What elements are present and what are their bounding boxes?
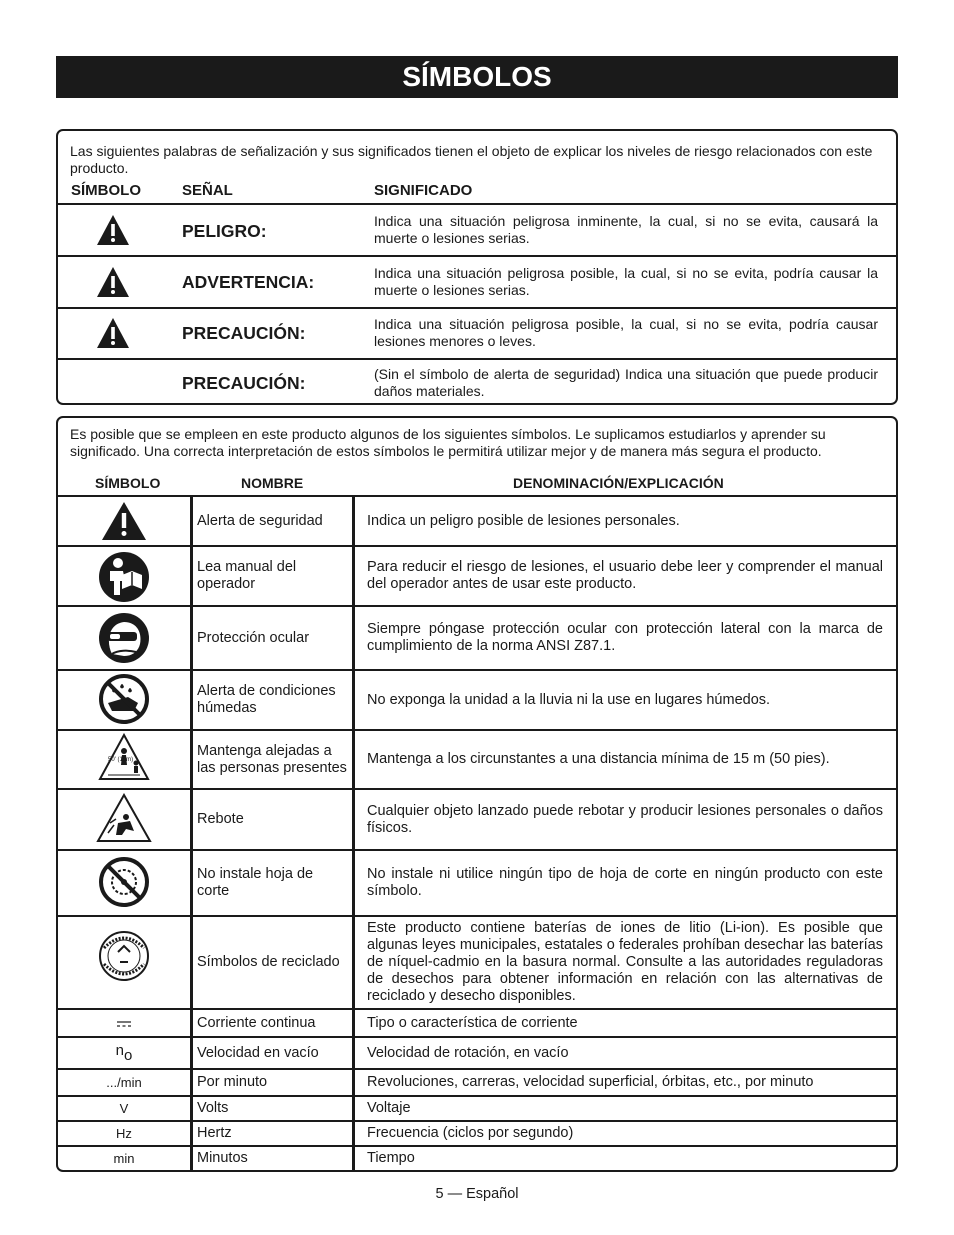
hertz-symbol: Hz [116,1126,132,1141]
symbols-table [56,416,898,1172]
symbol-name: No instale hoja de corte [197,866,314,899]
symbol-explanation: Velocidad de rotación, en vacío [367,1044,569,1061]
symbol-name: Mantenga alejadas a las personas presentes [197,742,347,776]
symbol-name: Volts [197,1100,229,1116]
recycle-seal-icon [98,930,150,982]
no-blade-icon [98,856,150,908]
symbol-name: Lea manual del operador [197,559,297,592]
symbol-name: Alerta de seguridad [197,512,323,529]
signal-meaning: Indica una situación peligrosa inminente, la cual, si no se evita, causará la muerte o lesiones serias. [374,213,878,246]
header-symbol: SÍMBOLO [95,475,161,491]
signal-meaning: Indica una situación peligrosa posible, la cual, si no se evita, podría causar lesiones menores o leves. [374,316,878,349]
header-signal: SEÑAL [182,182,233,199]
header-explanation: DENOMINACIÓN/EXPLICACIÓN [513,475,724,491]
header-symbol: SÍMBOLO [71,182,141,199]
signal-words-table [56,129,898,405]
symbol-name: Alerta de condiciones húmedas [197,683,336,716]
warning-triangle-icon [96,317,130,349]
signal-row [58,203,896,255]
signal-word: PELIGRO: [182,221,267,241]
signal-meaning: (Sin el símbolo de alerta de seguridad) Indica una situación que puede producir daños materiales. [374,366,878,399]
symbol-name: Velocidad en vacío [197,1044,319,1061]
signal-word: PRECAUCIÓN: [182,373,306,393]
per-minute-symbol: .../min [106,1075,142,1090]
minutes-symbol: min [113,1151,135,1166]
symbol-explanation: Tiempo [367,1150,415,1166]
symbols-intro: Es posible que se empleen en este producto algunos de los siguientes símbolos. Le suplicamos estudiarlos y aprender su significado. Una correcta interpretación de estos símbolos le permitirá utilizar mejor y de manera más segura el producto. [70,426,826,459]
symbol-name: Por minuto [197,1074,268,1090]
signal-intro: Las siguientes palabras de señalización y sus significados tienen el objeto de explicar los niveles de riesgo relacionados con este producto. [70,143,873,176]
safety-alert-icon [101,501,147,541]
direct-current-icon [116,1020,132,1028]
symbol-explanation: No instale ni utilice ningún tipo de hoja de corte en ningún producto con este símbolo. [367,866,883,899]
symbol-name: Protección ocular [197,629,310,646]
symbol-explanation: Este producto contiene baterías de iones de litio (Li-ion). Es posible que algunas leyes municipales, estatales o federales prohíban desechar las baterías de níquel-cadmio en la basura normal. Consulte a las autoridades reguladoras de desechos para obtener información en relación con las alternativas de reciclado y desecho disponibles. [367,920,883,1004]
symbol-explanation: Mantenga a los circunstantes a una distancia mínima de 15 m (50 pies). [367,751,830,767]
symbol-explanation: Cualquier objeto lanzado puede rebotar y producir lesiones personales o daños físicos. [367,802,883,836]
signal-meaning: Indica una situación peligrosa posible, la cual, si no se evita, podría causar la muerte o lesiones serias. [374,265,878,298]
symbol-explanation: Para reducir el riesgo de lesiones, el usuario debe leer y comprender el manual del operador antes de usar este producto. [367,559,883,592]
signal-word: PRECAUCIÓN: [182,323,306,343]
symbol-explanation: Revoluciones, carreras, velocidad superficial, órbitas, etc., por minuto [367,1074,814,1090]
wet-conditions-icon [98,673,150,725]
ricochet-icon [96,793,152,843]
eye-protection-icon [98,612,150,664]
symbol-explanation: Frecuencia (ciclos por segundo) [367,1125,574,1141]
no-load-speed-symbol: n o [115,1041,133,1064]
volts-symbol: V [119,1101,129,1116]
symbol-name: Corriente continua [197,1014,316,1031]
symbol-explanation: No exponga la unidad a la lluvia ni la use en lugares húmedos. [367,691,771,708]
warning-triangle-icon [96,266,130,298]
symbol-explanation: Voltaje [367,1100,411,1116]
symbol-explanation: Tipo o característica de corriente [367,1014,578,1031]
symbol-explanation: Indica un peligro posible de lesiones personales. [367,512,680,529]
signal-row [58,255,896,307]
symbol-name: Minutos [197,1150,248,1166]
symbol-name: Rebote [197,811,244,827]
warning-triangle-icon [96,214,130,246]
bystander-distance-label: 50' (15m) [108,757,134,763]
signal-word: ADVERTENCIA: [182,272,315,292]
signal-row [58,307,896,358]
symbol-explanation: Siempre póngase protección ocular con protección lateral con la marca de cumplimiento de la norma ANSI Z87.1. [367,621,883,654]
symbol-name: Hertz [197,1125,232,1141]
signal-row [58,358,896,405]
symbol-name: Símbolos de reciclado [197,954,340,970]
page-title: SÍMBOLOS [56,56,898,98]
header-meaning: SIGNIFICADO [374,182,473,199]
header-name: NOMBRE [241,475,304,491]
page-footer: 5 — Español [435,1186,519,1202]
read-manual-icon [98,551,150,603]
